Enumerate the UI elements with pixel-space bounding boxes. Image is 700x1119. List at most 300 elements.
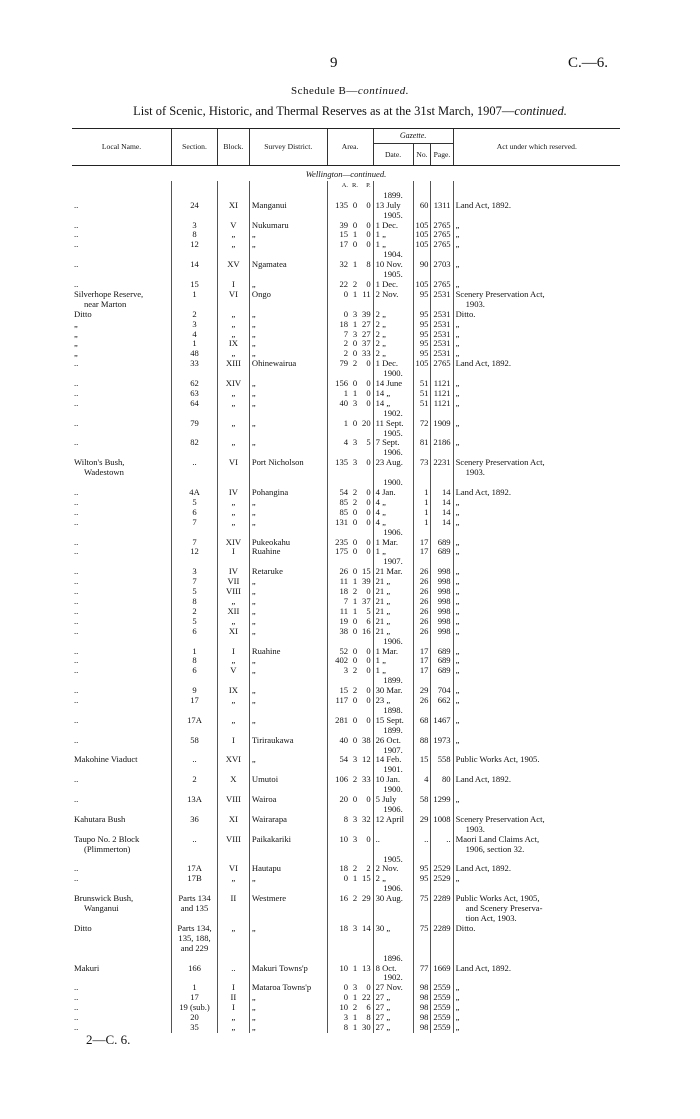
block [217, 795, 249, 805]
area-roods-text: 0 [352, 200, 358, 210]
section-text: 5 [192, 497, 197, 507]
gazette-date [373, 686, 413, 696]
act-text: Ditto. [455, 923, 476, 933]
gazette-date-text: 1 „ [375, 656, 386, 666]
gazette-date [373, 230, 413, 240]
gazette-year: 1905. [373, 270, 413, 280]
gazette-year: 1899. [373, 191, 413, 201]
block-text: „ [231, 388, 236, 398]
gazette-page-text: 2529 [433, 864, 451, 874]
gazette-page [431, 775, 453, 785]
area-acres [327, 597, 350, 607]
area-roods-text: 2 [352, 497, 358, 507]
area-perches-text: 20 [362, 418, 371, 428]
local-name [72, 567, 172, 577]
schedule-heading [0, 85, 700, 97]
area-acres [327, 577, 350, 587]
block [217, 686, 249, 696]
survey-district [249, 815, 327, 835]
local-name-text: .. [74, 260, 79, 270]
area-acres [327, 1023, 350, 1033]
local-name [72, 547, 172, 557]
survey-district [249, 874, 327, 884]
survey-district-text: Port Nicholson [251, 458, 304, 468]
gazette-page-text: 14 [442, 517, 451, 527]
table-row [72, 1003, 620, 1013]
area-perches [360, 983, 373, 993]
area-acres-text: 10 [339, 963, 349, 973]
block [217, 339, 249, 349]
unit-perches: P. [366, 181, 371, 189]
area-roods-text: 1 [352, 577, 358, 587]
gazette-page-text: 14 [442, 488, 451, 497]
gazette-page [431, 508, 453, 518]
area-acres-text: 0 [343, 983, 349, 993]
local-name [72, 656, 172, 666]
block [217, 874, 249, 884]
section [172, 1023, 218, 1033]
gazette-no [413, 498, 431, 508]
section-text: 24 [190, 200, 199, 210]
gazette-no-text: 95 [419, 319, 429, 329]
section [172, 815, 218, 835]
act [453, 736, 620, 746]
act-text: „ [455, 398, 460, 408]
gazette-no [413, 686, 431, 696]
gazette-date-text: 1 „ [375, 240, 386, 250]
block [217, 864, 249, 874]
block [217, 656, 249, 666]
gazette-date-text: 14 „ [375, 388, 391, 398]
section [172, 1003, 218, 1013]
paper-reference: C.—6. [567, 55, 608, 71]
area-perches-text: 0 [366, 587, 371, 597]
gazette-page [431, 647, 453, 657]
block-text: „ [231, 517, 236, 527]
local-name [72, 221, 172, 231]
section-text: Parts 134 [178, 894, 211, 904]
area-perches [360, 240, 373, 250]
section-text: 17A [187, 864, 202, 874]
survey-district [249, 339, 327, 349]
block [217, 666, 249, 676]
section [172, 993, 218, 1003]
gazette-no [413, 736, 431, 746]
act [453, 864, 620, 874]
area-roods [350, 240, 360, 250]
gazette-no-text: 95 [419, 309, 429, 319]
footer-ref: 2—C. 6. [86, 1032, 131, 1047]
area-roods-text: 0 [352, 646, 358, 656]
area-perches [360, 993, 373, 1003]
survey-district-text: Ruahine [251, 547, 281, 557]
gazette-no [413, 547, 431, 557]
local-name-text: „ [74, 329, 78, 339]
gazette-date-text: 13 July [375, 200, 401, 210]
gazette-page [431, 835, 453, 855]
gazette-page-text: 2531 [433, 289, 451, 299]
gazette-date-text: 14 June [375, 379, 403, 389]
block [217, 647, 249, 657]
gazette-page [431, 260, 453, 270]
gazette-year: 1906. [373, 805, 413, 815]
survey-district [249, 280, 327, 290]
block-text: XIV [225, 379, 242, 389]
local-name-text: .. [74, 577, 79, 587]
gazette-date [373, 419, 413, 429]
local-name [72, 379, 172, 389]
act [453, 835, 620, 855]
area-perches [360, 310, 373, 320]
survey-district [249, 775, 327, 785]
act-text: Land Act, 1892. [455, 359, 511, 369]
act-text: „ [455, 616, 460, 626]
local-name [72, 1003, 172, 1013]
gazette-no-text: .. [424, 834, 429, 844]
act [453, 1013, 620, 1023]
act-text: „ [455, 577, 460, 587]
area-acres [327, 874, 350, 884]
act [453, 498, 620, 508]
gazette-date-text: 2 „ [375, 339, 386, 349]
section [172, 458, 218, 478]
area-acres-text: 11 [339, 577, 349, 587]
gazette-year: 1907. [373, 557, 413, 567]
survey-district [249, 508, 327, 518]
area-perches-text: 5 [366, 438, 371, 448]
gazette-year: 1907. [373, 746, 413, 756]
block [217, 587, 249, 597]
gazette-no-text: 26 [419, 626, 429, 636]
gazette-date [373, 201, 413, 211]
area-acres [327, 290, 350, 310]
block [217, 389, 249, 399]
gazette-date [373, 587, 413, 597]
area-roods [350, 924, 360, 954]
schedule-continued: continued. [357, 85, 410, 97]
gazette-date-text: 26 Oct. [375, 735, 401, 745]
block [217, 547, 249, 557]
survey-district-text: „ [251, 379, 256, 389]
local-name [72, 488, 172, 498]
gazette-date-text: 14 Feb. [375, 755, 402, 765]
table-row [72, 716, 620, 726]
area-acres-text: 17 [339, 240, 349, 250]
gazette-page [431, 567, 453, 577]
area-acres-text: 54 [339, 755, 349, 765]
section-text: 1 [192, 289, 197, 299]
gazette-date [373, 310, 413, 320]
survey-district-text: Ruahine [251, 646, 281, 656]
block [217, 1003, 249, 1013]
gazette-page [431, 399, 453, 409]
survey-district [249, 607, 327, 617]
area-perches-text: 0 [366, 646, 371, 656]
block [217, 320, 249, 330]
gazette-no-text: 26 [419, 596, 429, 606]
block-text: „ [231, 319, 236, 329]
gazette-page [431, 627, 453, 637]
gazette-no-text: 17 [419, 656, 429, 666]
local-name-text: .. [74, 537, 79, 547]
area-roods [350, 647, 360, 657]
area-acres-text: 1 [343, 418, 349, 428]
gazette-date-text: 1 Mar. [375, 537, 399, 547]
local-name-text: .. [74, 735, 79, 745]
gazette-page-text: 1121 [433, 379, 451, 389]
section [172, 627, 218, 637]
area-roods [350, 894, 360, 924]
area-perches [360, 399, 373, 409]
gazette-no-text: 75 [419, 923, 429, 933]
table-row [72, 1023, 620, 1033]
section [172, 795, 218, 805]
gazette-date-text: 2 „ [375, 874, 386, 884]
area-roods [350, 1023, 360, 1033]
section [172, 894, 218, 924]
area-perches-text: 14 [362, 923, 371, 933]
block-text: „ [231, 438, 236, 448]
local-name [72, 924, 172, 954]
survey-district-text: „ [251, 309, 256, 319]
gazette-page-text: 1299 [433, 795, 451, 805]
area-roods-text: 2 [352, 894, 358, 904]
gazette-date [373, 260, 413, 270]
survey-district [249, 389, 327, 399]
section-text: 1 [192, 339, 197, 349]
act [453, 627, 620, 637]
local-name-text: Wilton's Bush, [74, 458, 125, 468]
section-text: 17 [190, 993, 199, 1003]
area-acres-text: 8 [343, 1022, 349, 1032]
block [217, 349, 249, 359]
survey-district-text: „ [251, 240, 256, 250]
local-name-text: .. [74, 567, 79, 577]
act [453, 964, 620, 974]
col-act: Act under which reserved. [453, 129, 620, 166]
local-name-text: Silverhope Reserve, [74, 289, 144, 299]
area-acres [327, 359, 350, 369]
area-acres-text: 117 [335, 696, 349, 706]
area-acres-text: 0 [343, 874, 349, 884]
gazette-no [413, 240, 431, 250]
gazette-date [373, 864, 413, 874]
area-perches [360, 815, 373, 835]
local-name-text: .. [74, 646, 79, 656]
act [453, 389, 620, 399]
gazette-no [413, 538, 431, 548]
area-roods [350, 716, 360, 726]
area-perches-text: 12 [362, 755, 371, 765]
section [172, 656, 218, 666]
gazette-date-text: 5 July [375, 795, 397, 805]
block [217, 330, 249, 340]
local-name-text: .. [74, 1013, 79, 1023]
survey-district [249, 538, 327, 548]
gazette-no [413, 617, 431, 627]
local-name-text: „ [74, 349, 78, 359]
area-perches [360, 686, 373, 696]
local-name [72, 399, 172, 409]
table-row [72, 290, 620, 310]
section-text: 36 [190, 814, 199, 824]
survey-district-text: „ [251, 686, 256, 696]
survey-district-text: „ [251, 279, 256, 289]
local-name [72, 498, 172, 508]
gazette-year: 1905. [373, 855, 413, 865]
block-text: I [231, 547, 235, 557]
area-roods-text: 1 [352, 874, 358, 884]
local-name [72, 201, 172, 211]
local-name-text: .. [74, 864, 79, 874]
block-text: „ [231, 696, 236, 706]
act [453, 686, 620, 696]
gazette-date-text: 27 „ [375, 1013, 391, 1023]
section [172, 696, 218, 706]
area-roods [350, 389, 360, 399]
area-perches [360, 1013, 373, 1023]
act-text: „ [455, 735, 460, 745]
gazette-date [373, 656, 413, 666]
area-acres-text: 38 [339, 626, 349, 636]
gazette-page [431, 221, 453, 231]
section-text: 2 [192, 775, 197, 785]
section [172, 438, 218, 448]
survey-district-text: Wairarapa [251, 814, 287, 824]
area-acres-text: 135 [335, 458, 349, 468]
local-name [72, 389, 172, 399]
block-text: VI [228, 864, 238, 874]
gazette-date-text: .. [375, 834, 380, 844]
gazette-date [373, 359, 413, 369]
gazette-page [431, 310, 453, 320]
act [453, 438, 620, 448]
area-perches-text: 0 [366, 230, 371, 240]
survey-district [249, 666, 327, 676]
gazette-date [373, 627, 413, 637]
gazette-date-text: 1 „ [375, 666, 386, 676]
area-perches-text: 11 [362, 289, 371, 299]
gazette-page-text: 2559 [433, 983, 451, 993]
area-roods [350, 419, 360, 429]
gazette-page [431, 389, 453, 399]
survey-district [249, 438, 327, 448]
area-acres-text: 4 [343, 438, 349, 448]
area-roods-text: 0 [352, 349, 358, 359]
act-text: Ditto. [455, 309, 476, 319]
gazette-page [431, 666, 453, 676]
gazette-date-text: 4 „ [375, 507, 386, 517]
section-text: 8 [192, 656, 197, 666]
area-roods-text: 3 [352, 309, 358, 319]
block [217, 755, 249, 765]
gazette-date [373, 379, 413, 389]
act-text: „ [455, 339, 460, 349]
gazette-page-text: 2231 [433, 458, 451, 468]
gazette-no-text: 26 [419, 567, 429, 577]
section [172, 736, 218, 746]
act-line-2: 1903. [465, 467, 485, 478]
table-row [72, 399, 620, 409]
gazette-page-text: 998 [437, 596, 451, 606]
gazette-year: 1902. [373, 409, 413, 419]
area-acres-text: 3 [343, 1013, 349, 1023]
table-row [72, 607, 620, 617]
gazette-page-text: 2289 [433, 923, 451, 933]
survey-district-text: „ [251, 349, 256, 359]
area-roods [350, 221, 360, 231]
area-acres [327, 696, 350, 706]
survey-district [249, 993, 327, 1003]
gazette-date-text: 4 „ [375, 497, 386, 507]
gazette-page-text: .. [446, 834, 451, 844]
gazette-date [373, 696, 413, 706]
act-text: „ [455, 517, 460, 527]
area-perches-text: 2 [366, 864, 371, 874]
area-perches-text: 0 [366, 279, 371, 289]
area-roods-text: 3 [352, 458, 358, 468]
table-row [72, 617, 620, 627]
gazette-date [373, 597, 413, 607]
area-roods [350, 666, 360, 676]
gazette-date [373, 607, 413, 617]
block [217, 518, 249, 528]
local-name [72, 666, 172, 676]
area-perches-text: 0 [366, 696, 371, 706]
block-text: X [230, 775, 237, 785]
gazette-date-text: 1 „ [375, 230, 386, 240]
section-text: 3 [192, 220, 197, 230]
block-text: I [231, 1003, 235, 1013]
survey-district [249, 419, 327, 429]
local-name-text: .. [74, 626, 79, 636]
area-roods-text: 1 [352, 1013, 358, 1023]
gazette-date [373, 795, 413, 805]
local-name-text: „ [74, 319, 78, 329]
section-text: .. [192, 834, 197, 844]
survey-district [249, 1013, 327, 1023]
gazette-page [431, 607, 453, 617]
col-survey-district: Survey District. [249, 129, 327, 166]
area-acres-text: 85 [339, 507, 349, 517]
area-acres [327, 260, 350, 270]
local-name [72, 835, 172, 855]
table-row [72, 795, 620, 805]
act [453, 874, 620, 884]
area-acres [327, 894, 350, 924]
gazette-no-text: 26 [419, 577, 429, 587]
area-perches [360, 339, 373, 349]
area-roods-text: 0 [352, 379, 358, 389]
area-roods [350, 488, 360, 498]
table-row [72, 597, 620, 607]
area-acres-text: 402 [335, 656, 349, 666]
section-text: 5 [192, 616, 197, 626]
area-roods-text: 0 [352, 795, 358, 805]
section [172, 617, 218, 627]
block [217, 290, 249, 310]
survey-district [249, 647, 327, 657]
area-perches [360, 607, 373, 617]
block-text: I [231, 735, 235, 745]
gazette-page-text: 1008 [433, 814, 451, 824]
survey-district-text: „ [251, 755, 256, 765]
gazette-year: 1900. [373, 478, 413, 488]
local-name-text: .. [74, 606, 79, 616]
gazette-date [373, 993, 413, 1003]
page-number: 9 [330, 55, 338, 71]
area-perches-text: 0 [366, 537, 371, 547]
